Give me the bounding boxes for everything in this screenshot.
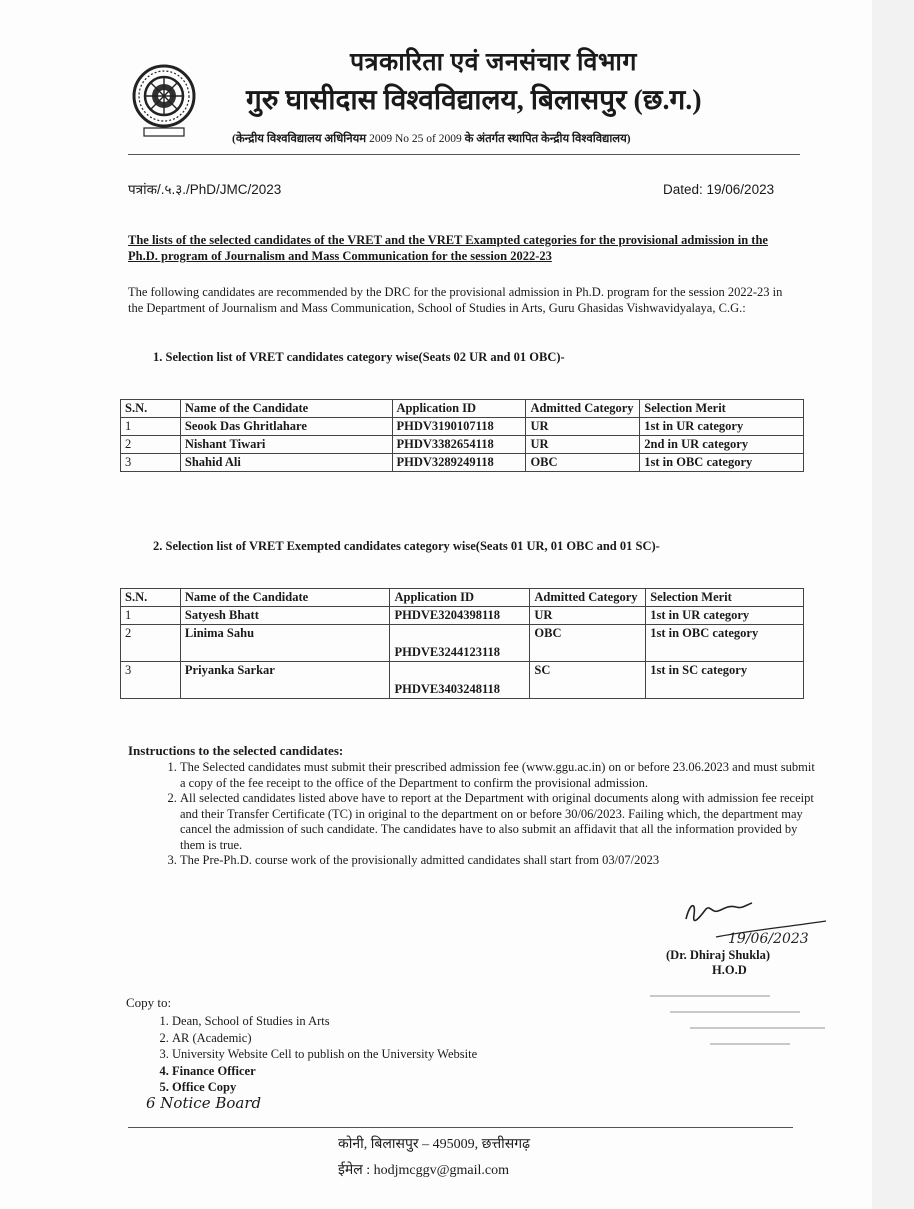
name-cell: Seook Das Ghritlahare: [180, 418, 392, 436]
table-row: [121, 454, 804, 472]
section2-heading: 2. Selection list of VRET Exempted candidates category wise(Seats 01 UR, 01 OBC and 01 SC)-: [153, 539, 660, 553]
app-id-cell: PHDV3289249118: [392, 454, 526, 472]
sn-cell: 3: [121, 454, 181, 472]
col-header: S.N.: [121, 400, 181, 418]
instructions-list: [152, 760, 820, 869]
department-title: पत्रकारिता एवं जनसंचार विभाग: [350, 49, 637, 76]
copy-to-title: Copy to:: [126, 995, 172, 1010]
signatory-designation: H.O.D: [712, 963, 747, 977]
subject-heading: The lists of the selected candidates of the VRET and the VRET Exampted categories for the provisional admission in the Ph.D. program of Journalism and Mass Communication for the session 2022-23: [128, 233, 768, 263]
signature-date: 19/06/2023: [728, 931, 809, 947]
handwritten-copy-item: 6 Notice Board: [146, 1094, 262, 1112]
name-cell: Linima Sahu: [180, 625, 390, 662]
table-row: [121, 418, 804, 436]
footer-divider: [128, 1127, 793, 1128]
merit-cell: 1st in UR category: [646, 607, 804, 625]
copy-to-item: 2. AR (Academic): [172, 1030, 477, 1047]
category-cell: UR: [526, 436, 640, 454]
footer-email: ईमेल : hodjmcggv@gmail.com: [338, 1163, 509, 1178]
footer-address: कोनी, बिलासपुर – 495009, छत्तीसगढ़: [338, 1137, 530, 1152]
letter-date: Dated: 19/06/2023: [663, 182, 775, 197]
reference-number: पत्रांक/.५.३./PhD/JMC/2023: [128, 182, 282, 197]
sn-cell: 2: [121, 625, 181, 662]
name-cell: Priyanka Sarkar: [180, 662, 390, 699]
university-act-line: (केन्द्रीय विश्वविद्यालय अधिनियम 2009 No 25 of 2009 के अंतर्गत स्थापित केन्द्रीय विश्वविद्यालय): [232, 133, 631, 145]
copy-to-list: [142, 1013, 477, 1096]
merit-cell: 1st in OBC category: [646, 625, 804, 662]
category-cell: SC: [530, 662, 646, 699]
col-header: Application ID: [392, 400, 526, 418]
vret-selection-table: [120, 399, 804, 472]
col-header: Selection Merit: [646, 589, 804, 607]
table-row: [121, 607, 804, 625]
university-seal-logo: [132, 62, 196, 140]
sn-cell: 1: [121, 607, 181, 625]
instruction-item: 3. The Pre-Ph.D. course work of the provisionally admitted candidates shall start from 03/07/2023: [180, 853, 820, 869]
sn-cell: 3: [121, 662, 181, 699]
category-cell: UR: [526, 418, 640, 436]
table-row: [121, 436, 804, 454]
copy-to-item: 5. Office Copy: [172, 1079, 477, 1096]
copy-to-item: 4. Finance Officer: [172, 1063, 477, 1080]
category-cell: OBC: [526, 454, 640, 472]
merit-cell: 2nd in UR category: [640, 436, 804, 454]
intro-paragraph: The following candidates are recommended by the DRC for the provisional admission in Ph.D. program for the session 2022-23 in the Department of Journalism and Mass Communication, School of Studies in Arts, Guru Ghasidas Vishwavidyalaya, C.G.:: [128, 285, 783, 315]
name-cell: Nishant Tiwari: [180, 436, 392, 454]
faded-department-stamp: [650, 990, 830, 1060]
app-id-cell: PHDVE3403248118: [390, 662, 530, 699]
app-id-cell: PHDV3382654118: [392, 436, 526, 454]
instruction-item: 2. All selected candidates listed above have to report at the Department with original documents along with admission fee receipt and their Transfer Certificate (TC) in original to the department on or before 30/06/2023. Failing which, the department may cancel the admission of such candidate. The candidates have to also submit an affidavit that all the information provided by them is true.: [180, 791, 820, 853]
sn-cell: 2: [121, 436, 181, 454]
table-row: [121, 625, 804, 662]
app-id-cell: PHDV3190107118: [392, 418, 526, 436]
app-id-cell: PHDVE3204398118: [390, 607, 530, 625]
section1-heading: 1. Selection list of VRET candidates category wise(Seats 02 UR and 01 OBC)-: [153, 350, 565, 364]
col-header: Admitted Category: [526, 400, 640, 418]
col-header: S.N.: [121, 589, 181, 607]
table-header-row: [121, 400, 804, 418]
merit-cell: 1st in SC category: [646, 662, 804, 699]
col-header: Name of the Candidate: [180, 400, 392, 418]
sn-cell: 1: [121, 418, 181, 436]
vret-exempted-selection-table: [120, 588, 804, 699]
col-header: Admitted Category: [530, 589, 646, 607]
name-cell: Shahid Ali: [180, 454, 392, 472]
category-cell: OBC: [530, 625, 646, 662]
col-header: Selection Merit: [640, 400, 804, 418]
merit-cell: 1st in UR category: [640, 418, 804, 436]
name-cell: Satyesh Bhatt: [180, 607, 390, 625]
signatory-name: (Dr. Dhiraj Shukla): [666, 948, 771, 962]
app-id-cell: PHDVE3244123118: [390, 625, 530, 662]
merit-cell: 1st in OBC category: [640, 454, 804, 472]
table-row: [121, 662, 804, 699]
col-header: Application ID: [390, 589, 530, 607]
university-title: गुरु घासीदास विश्वविद्यालय, बिलासपुर (छ.ग.): [246, 85, 702, 116]
hod-signature: [676, 897, 836, 947]
table-header-row: [121, 589, 804, 607]
instruction-item: 1. The Selected candidates must submit their prescribed admission fee (www.ggu.ac.in) on or before 23.06.2023 and must submit a copy of the fee receipt to the office of the Department to confirm the provisional admission.: [180, 760, 820, 791]
copy-to-item: 1. Dean, School of Studies in Arts: [172, 1013, 477, 1030]
copy-to-item: 3. University Website Cell to publish on the University Website: [172, 1046, 477, 1063]
col-header: Name of the Candidate: [180, 589, 390, 607]
instructions-title: Instructions to the selected candidates:: [128, 743, 344, 758]
category-cell: UR: [530, 607, 646, 625]
header-divider: [128, 154, 800, 155]
